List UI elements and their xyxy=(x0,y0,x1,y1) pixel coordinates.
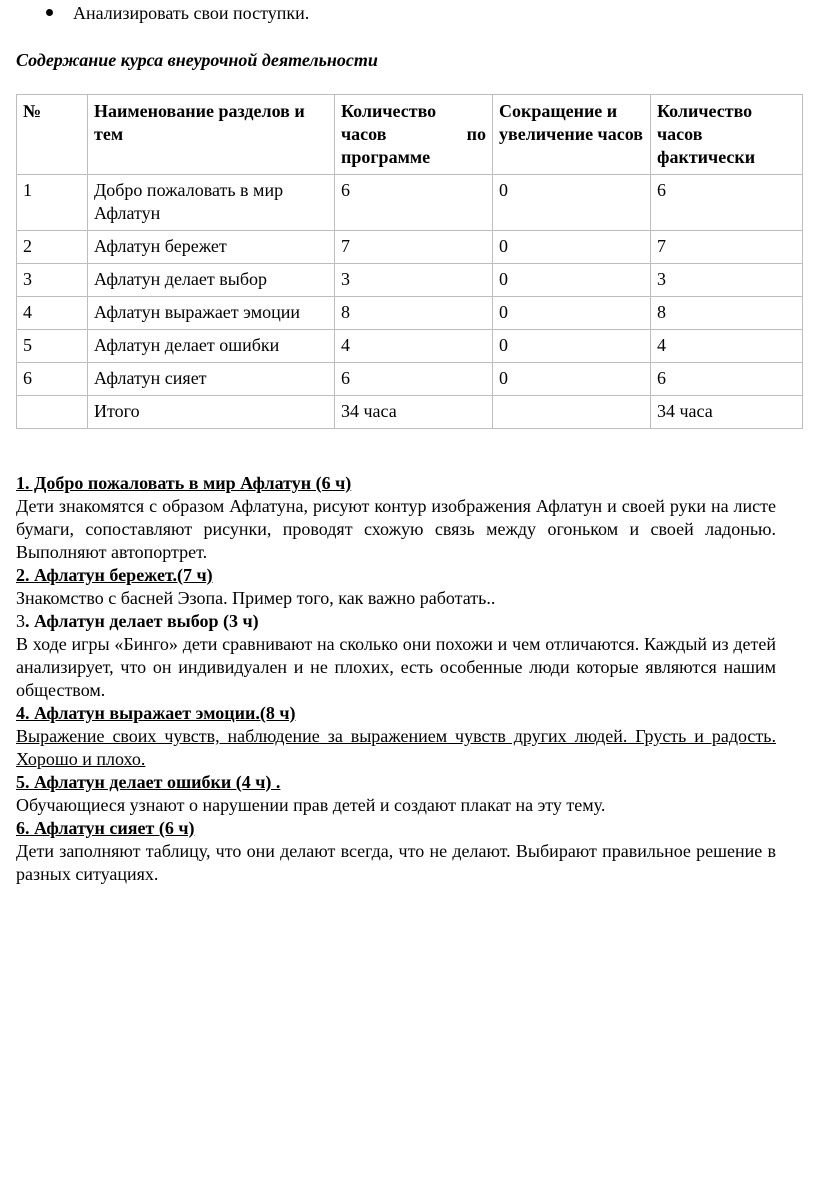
total-hours: 34 часа xyxy=(335,396,493,429)
total-num xyxy=(17,396,88,429)
cell-hours: 6 xyxy=(335,363,493,396)
cell-change: 0 xyxy=(493,330,651,363)
section-2-body: Знакомство с басней Эзопа. Пример того, как важно работать.. xyxy=(16,588,496,608)
cell-actual: 4 xyxy=(651,330,803,363)
cell-change: 0 xyxy=(493,175,651,231)
header-hours-word3: по xyxy=(466,124,486,144)
sections-description xyxy=(16,472,776,886)
section-5-title: 5. Афлатун делает ошибки (4 ч) . xyxy=(16,772,281,792)
cell-name: Афлатун делает ошибки xyxy=(88,330,335,363)
section-4-title: 4. Афлатун выражает эмоции.(8 ч) xyxy=(16,703,296,723)
header-hours-line2 xyxy=(341,123,486,146)
cell-actual: 7 xyxy=(651,231,803,264)
cell-change: 0 xyxy=(493,231,651,264)
cell-change: 0 xyxy=(493,297,651,330)
header-hours xyxy=(335,95,493,175)
header-hours-word2: часов xyxy=(341,124,387,144)
cell-hours: 4 xyxy=(335,330,493,363)
cell-num: 4 xyxy=(17,297,88,330)
section-5-body: Обучающиеся узнают о нарушении прав детей и создают плакат на эту тему. xyxy=(16,795,606,815)
table-row xyxy=(17,363,803,396)
section-6-body: Дети заполняют таблицу, что они делают всегда, что не делают. Выбирают правильное решение в разных ситуациях. xyxy=(16,841,776,884)
cell-name: Афлатун сияет xyxy=(88,363,335,396)
section-1-title: 1. Добро пожаловать в мир Афлатун (6 ч) xyxy=(16,473,352,493)
cell-num: 2 xyxy=(17,231,88,264)
section-3-body: В ходе игры «Бинго» дети сравнивают на сколько они похожи и чем отличаются. Каждый из детей анализирует, что он индивидуален и не плохих, есть особенные люди которые являются нашим обществом. xyxy=(16,634,776,700)
cell-change: 0 xyxy=(493,363,651,396)
cell-num: 3 xyxy=(17,264,88,297)
table-row xyxy=(17,231,803,264)
table-row xyxy=(17,264,803,297)
bullet-text: Анализировать свои поступки. xyxy=(73,3,310,23)
section-4-body: Выражение своих чувств, наблюдение за выражением чувств других людей. Грусть и радость. Хорошо и плохо. xyxy=(16,726,776,769)
table-row xyxy=(17,175,803,231)
header-hours-line1: Количество xyxy=(341,101,437,121)
cell-num: 5 xyxy=(17,330,88,363)
table-row xyxy=(17,297,803,330)
section-2-title: 2. Афлатун бережет.(7 ч) xyxy=(16,565,213,585)
cell-hours: 8 xyxy=(335,297,493,330)
section-3-number: 3 xyxy=(16,611,25,631)
cell-change: 0 xyxy=(493,264,651,297)
cell-actual: 8 xyxy=(651,297,803,330)
cell-name: Добро пожаловать в мир Афлатун xyxy=(88,175,335,231)
bullet-item xyxy=(46,2,309,25)
table-header-row xyxy=(17,95,803,175)
table-row xyxy=(17,330,803,363)
header-num: № xyxy=(17,95,88,175)
total-change xyxy=(493,396,651,429)
cell-hours: 3 xyxy=(335,264,493,297)
cell-actual: 6 xyxy=(651,175,803,231)
total-label: Итого xyxy=(88,396,335,429)
cell-num: 1 xyxy=(17,175,88,231)
cell-hours: 7 xyxy=(335,231,493,264)
cell-num: 6 xyxy=(17,363,88,396)
cell-name: Афлатун делает выбор xyxy=(88,264,335,297)
bullet-dot-icon xyxy=(46,9,53,16)
cell-name: Афлатун выражает эмоции xyxy=(88,297,335,330)
cell-name: Афлатун бережет xyxy=(88,231,335,264)
section-6-title: 6. Афлатун сияет (6 ч) xyxy=(16,818,195,838)
course-plan-table xyxy=(16,94,803,429)
header-hours-line3: программе xyxy=(341,147,431,167)
cell-actual: 3 xyxy=(651,264,803,297)
course-content-heading: Содержание курса внеурочной деятельности xyxy=(16,50,378,70)
section-1-body: Дети знакомятся с образом Афлатуна, рисуют контур изображения Афлатун и своей руки на листе бумаги, сопоставляют рисунки, проводят схожую связь между огоньком и своей ладонью. Выполняют автопортрет. xyxy=(16,496,776,562)
header-actual: Количество часов фактически xyxy=(651,95,803,175)
header-change: Сокращение и увеличение часов xyxy=(493,95,651,175)
cell-hours: 6 xyxy=(335,175,493,231)
header-name: Наименование разделов и тем xyxy=(88,95,335,175)
section-3-title-text: . Афлатун делает выбор (3 ч) xyxy=(25,611,259,631)
cell-actual: 6 xyxy=(651,363,803,396)
section-3-title xyxy=(16,610,776,633)
total-actual: 34 часа xyxy=(651,396,803,429)
table-total-row xyxy=(17,396,803,429)
